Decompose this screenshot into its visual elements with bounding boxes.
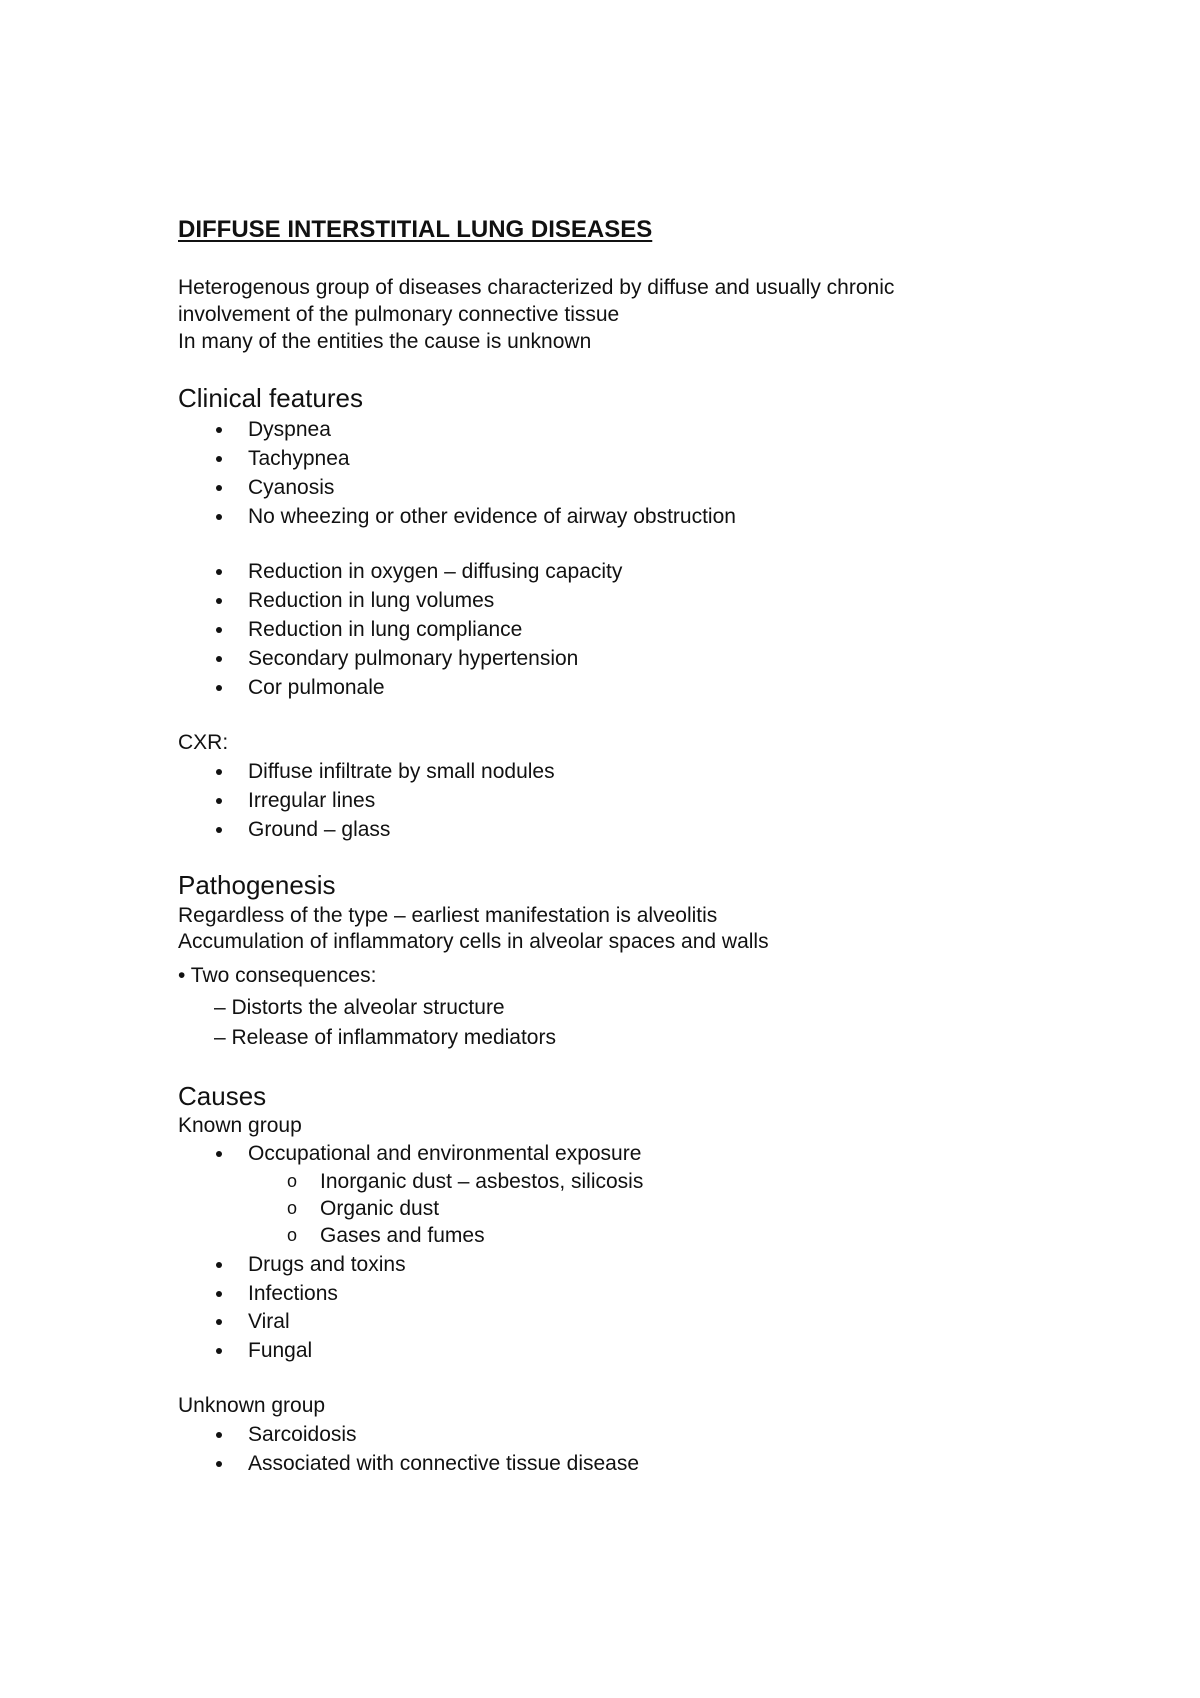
bullet-icon <box>216 827 222 833</box>
bullet-icon <box>216 769 222 775</box>
circle-bullet-icon: o <box>287 1171 298 1191</box>
intro-line-2: involvement of the pulmonary connective tissue <box>178 303 620 326</box>
page-title: DIFFUSE INTERSTITIAL LUNG DISEASES <box>178 216 653 243</box>
bullet-icon <box>216 1151 222 1157</box>
bullet-icon <box>216 656 222 662</box>
bullet-icon <box>216 685 222 691</box>
pathogenesis-line-2: Accumulation of inflammatory cells in alveolar spaces and walls <box>178 930 769 953</box>
pathogenesis-heading: Pathogenesis <box>178 870 336 900</box>
bullet-icon <box>216 1348 222 1354</box>
known-group-label: Known group <box>178 1114 302 1137</box>
circle-bullet-icon: o <box>287 1225 298 1245</box>
bullet-icon <box>216 1461 222 1467</box>
bullet-icon <box>216 427 222 433</box>
consequence-item-2: – Release of inflammatory mediators <box>214 1026 556 1049</box>
unknown-group-label: Unknown group <box>178 1394 326 1417</box>
bullet-icon <box>216 627 222 633</box>
bullet-icon <box>216 569 222 575</box>
bullet-icon <box>216 798 222 804</box>
bullet-icon <box>216 1262 222 1268</box>
bullet-icon <box>216 456 222 462</box>
bullet-icon <box>216 1319 222 1325</box>
consequences-label: • Two consequences: <box>178 964 377 987</box>
intro-line-3: In many of the entities the cause is unknown <box>178 330 592 353</box>
circle-bullet-icon: o <box>287 1198 298 1218</box>
causes-heading: Causes <box>178 1081 267 1111</box>
consequence-item-1: – Distorts the alveolar structure <box>214 996 505 1019</box>
clinical-features-heading: Clinical features <box>178 383 363 413</box>
intro-line-1: Heterogenous group of diseases characterized by diffuse and usually chronic <box>178 276 895 299</box>
bullet-icon <box>216 1432 222 1438</box>
bullet-icon <box>216 514 222 520</box>
bullet-icon <box>216 485 222 491</box>
cxr-label: CXR: <box>178 731 229 754</box>
pathogenesis-line-1: Regardless of the type – earliest manifestation is alveolitis <box>178 904 718 927</box>
bullet-icon <box>216 598 222 604</box>
document-page: DIFFUSE INTERSTITIAL LUNG DISEASES Heterogenous group of diseases characterized by diffuse and usually chronic involvement of the pulmonary connective tissue In many of the entities the cause is unknown Clinical features Dyspnea Tachypnea Cyanosis No wheezing or other evidence of airway obstruction Reduction in oxygen – diffusing capacity Reduction in lung volumes Reduction in lung compliance Secondary pulmonary hypertension Cor pulmonale CXR: Diffuse infiltrate by small nodules Irregular lines Ground – glass Pathogenesis Regardless of the type – earliest manifestation is alveolitis Accumulation of inflammatory cells in alveolar spaces and walls • Two consequences: – Distorts the alveolar structure – Release of inflammatory mediators Causes Known group Occupational and environmental exposure o Inorganic dust – asbestos, silicosis o Organic dust o Gases and fumes Drugs and toxins Infections Viral Fungal Unknown group Sarcoidosis Associated with connective tissue disease <box>178 216 895 1475</box>
bullet-icon <box>216 1291 222 1297</box>
